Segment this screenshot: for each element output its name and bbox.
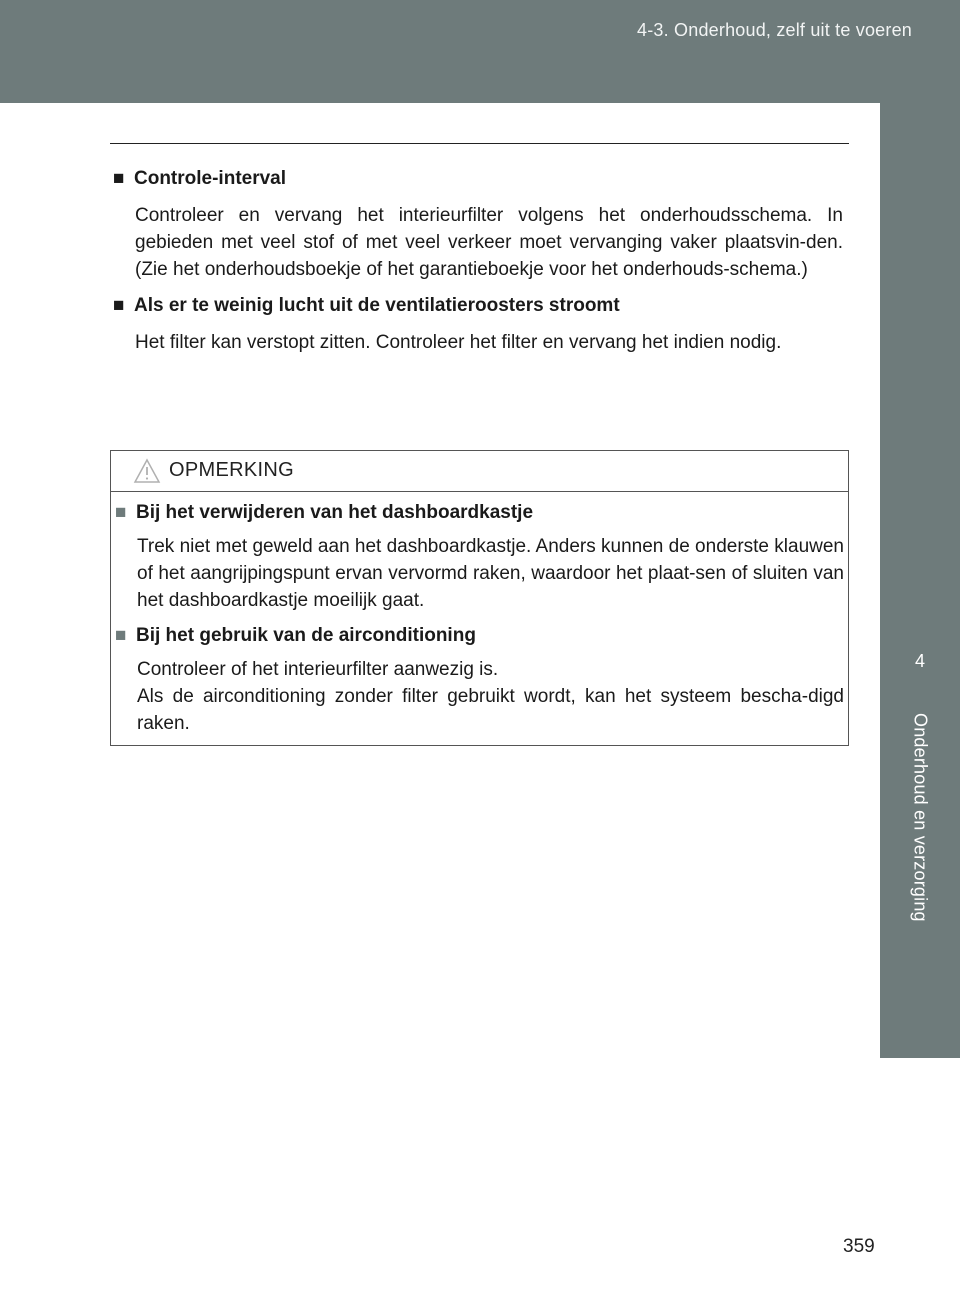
- chapter-title-block: [880, 693, 960, 1058]
- notice-title: OPMERKING: [169, 459, 294, 481]
- section-controle-interval: [113, 166, 843, 283]
- page-number: 359: [843, 1236, 875, 1257]
- chapter-title: Onderhoud en verzorging: [910, 713, 931, 922]
- section-text: Controleer en vervang het interieurfilter volgens het onderhoudsschema. In gebieden met veel stof of met veel verkeer moet vervanging vaker plaatsvin-den. (Zie het onderhoudsboekje of het garantieboekje voor het onderhouds-schema.): [135, 205, 843, 280]
- notice-item-text: [137, 656, 844, 737]
- section-heading: [113, 293, 843, 319]
- chapter-number-block: [880, 103, 960, 693]
- chapter-number: 4: [914, 651, 925, 671]
- notice-item-heading: [115, 623, 844, 649]
- section-weinig-lucht: [113, 293, 843, 356]
- notice-item-heading: [115, 500, 844, 526]
- top-divider: [110, 143, 849, 144]
- notice-box: [110, 450, 849, 746]
- square-bullet-icon: ■: [115, 502, 127, 523]
- notice-header: [111, 451, 848, 492]
- notice-item-text-line: Controleer of het interieurfilter aanwezig is.: [137, 659, 499, 680]
- header-bar: [0, 0, 960, 103]
- main-content: [113, 166, 843, 366]
- warning-triangle-icon: [133, 458, 161, 484]
- section-heading-text: Als er te weinig lucht uit de ventilatieroosters stroomt: [134, 295, 620, 316]
- section-heading-text: Controle-interval: [134, 168, 287, 189]
- section-title: 4-3. Onderhoud, zelf uit te voeren: [637, 20, 912, 40]
- notice-item-text-line: Als de airconditioning zonder filter gebruikt wordt, kan het systeem bescha-digd raken.: [137, 686, 844, 734]
- section-text: Het filter kan verstopt zitten. Controleer het filter en vervang het indien nodig.: [135, 332, 782, 353]
- square-bullet-icon: ■: [115, 625, 127, 646]
- notice-item-heading-text: Bij het verwijderen van het dashboardkastje: [136, 502, 534, 523]
- notice-item-heading-text: Bij het gebruik van de airconditioning: [136, 625, 476, 646]
- square-bullet-icon: ■: [113, 295, 125, 316]
- section-heading: [113, 166, 843, 192]
- notice-item-text: Trek niet met geweld aan het dashboardkastje. Anders kunnen de onderste klauwen of het aangrijpingspunt ervan vervormd raken, waardoor het plaat-sen of sluiten van het dashboardkastje moeilijk gaat.: [137, 536, 844, 611]
- chapter-side-tab: [880, 103, 960, 1297]
- square-bullet-icon: ■: [113, 168, 125, 189]
- notice-body: [111, 492, 848, 737]
